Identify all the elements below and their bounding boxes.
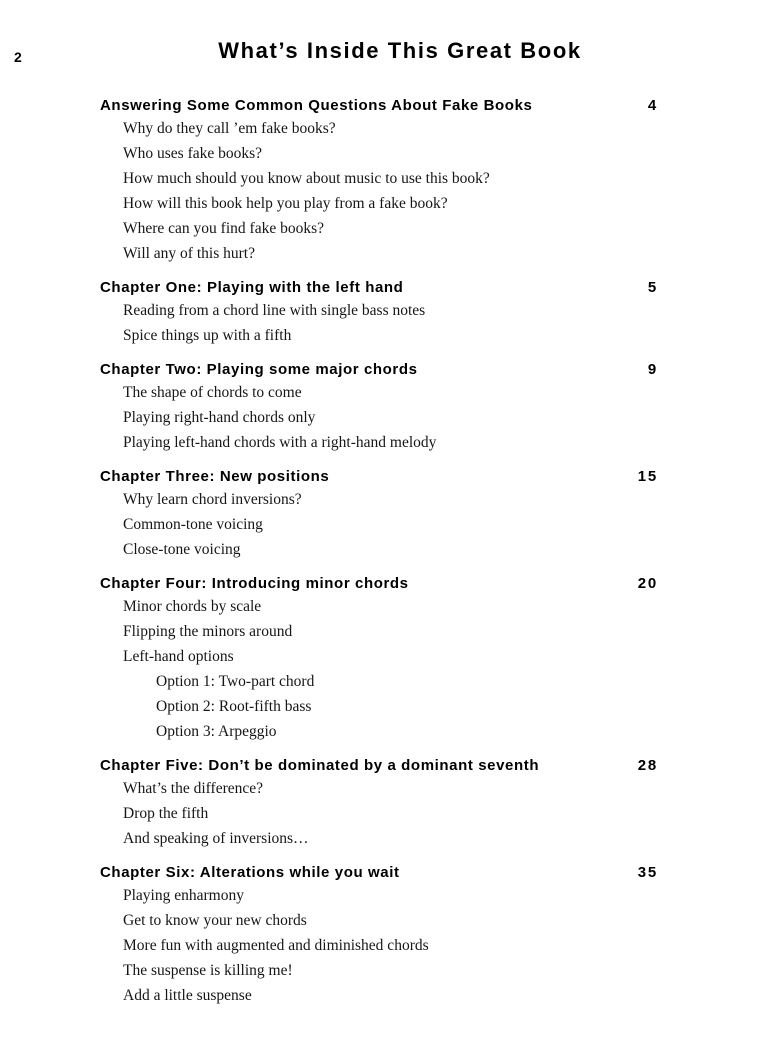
section-heading: Chapter Six: Alterations while you wait — [100, 864, 400, 881]
toc-item: What’s the difference? — [123, 780, 263, 797]
section-heading-row — [100, 96, 658, 116]
toc-item: Minor chords by scale — [123, 598, 262, 615]
section-page-number: 35 — [637, 864, 658, 881]
toc-item: Who uses fake books? — [123, 145, 263, 162]
toc-item: Close-tone voicing — [123, 541, 241, 558]
toc-item: Option 3: Arpeggio — [156, 723, 277, 740]
toc-item: Will any of this hurt? — [123, 245, 255, 262]
section-heading: Chapter Five: Don’t be dominated by a dominant seventh — [100, 757, 540, 774]
toc-item: Add a little suspense — [123, 987, 252, 1004]
toc-item: Playing right-hand chords only — [123, 409, 316, 426]
toc-item: Why learn chord inversions? — [123, 491, 302, 508]
toc-item: Reading from a chord line with single bass notes — [123, 302, 426, 319]
section-heading-row — [100, 863, 658, 883]
section-heading-row — [100, 756, 658, 776]
toc-item: The suspense is killing me! — [123, 962, 293, 979]
toc-item: Where can you find fake books? — [123, 220, 324, 237]
toc-section-chapter-one — [100, 278, 658, 348]
section-heading: Answering Some Common Questions About Fake Books — [100, 97, 533, 114]
toc-item: Option 2: Root-fifth bass — [156, 698, 312, 715]
toc-section-chapter-six — [100, 863, 658, 1008]
toc-item: Flipping the minors around — [123, 623, 293, 640]
toc-section-chapter-five — [100, 756, 658, 851]
section-page-number: 20 — [637, 575, 658, 592]
section-heading-row — [100, 278, 658, 298]
toc-item: Left-hand options — [123, 648, 234, 665]
section-heading-row — [100, 467, 658, 487]
toc-item: The shape of chords to come — [123, 384, 302, 401]
table-of-contents — [100, 96, 658, 1008]
toc-item: How will this book help you play from a fake book? — [123, 195, 448, 212]
toc-item: Option 1: Two-part chord — [156, 673, 315, 690]
section-page-number: 4 — [647, 97, 658, 114]
toc-section-answering-questions — [100, 96, 658, 266]
section-heading: Chapter Three: New positions — [100, 468, 330, 485]
toc-item: More fun with augmented and diminished chords — [123, 937, 429, 954]
toc-item: Spice things up with a fifth — [123, 327, 292, 344]
section-heading: Chapter Two: Playing some major chords — [100, 361, 418, 378]
section-page-number: 9 — [647, 361, 658, 378]
section-page-number: 15 — [637, 468, 658, 485]
page-number-top-left: 2 — [14, 49, 22, 65]
toc-item: Playing left-hand chords with a right-hand melody — [123, 434, 437, 451]
toc-item: Get to know your new chords — [123, 912, 307, 929]
section-page-number: 5 — [647, 279, 658, 296]
toc-item: How much should you know about music to use this book? — [123, 170, 490, 187]
section-heading: Chapter One: Playing with the left hand — [100, 279, 404, 296]
toc-item: Playing enharmony — [123, 887, 244, 904]
toc-section-chapter-four — [100, 574, 658, 744]
section-heading-row — [100, 360, 658, 380]
section-heading: Chapter Four: Introducing minor chords — [100, 575, 409, 592]
section-page-number: 28 — [637, 757, 658, 774]
title-block — [100, 38, 700, 64]
toc-item: Drop the fifth — [123, 805, 209, 822]
toc-section-chapter-three — [100, 467, 658, 562]
toc-item: Common-tone voicing — [123, 516, 263, 533]
section-heading-row — [100, 574, 658, 594]
toc-item: And speaking of inversions… — [123, 830, 309, 847]
page-title: What’s Inside This Great Book — [218, 38, 582, 63]
toc-item: Why do they call ’em fake books? — [123, 120, 336, 137]
toc-section-chapter-two — [100, 360, 658, 455]
